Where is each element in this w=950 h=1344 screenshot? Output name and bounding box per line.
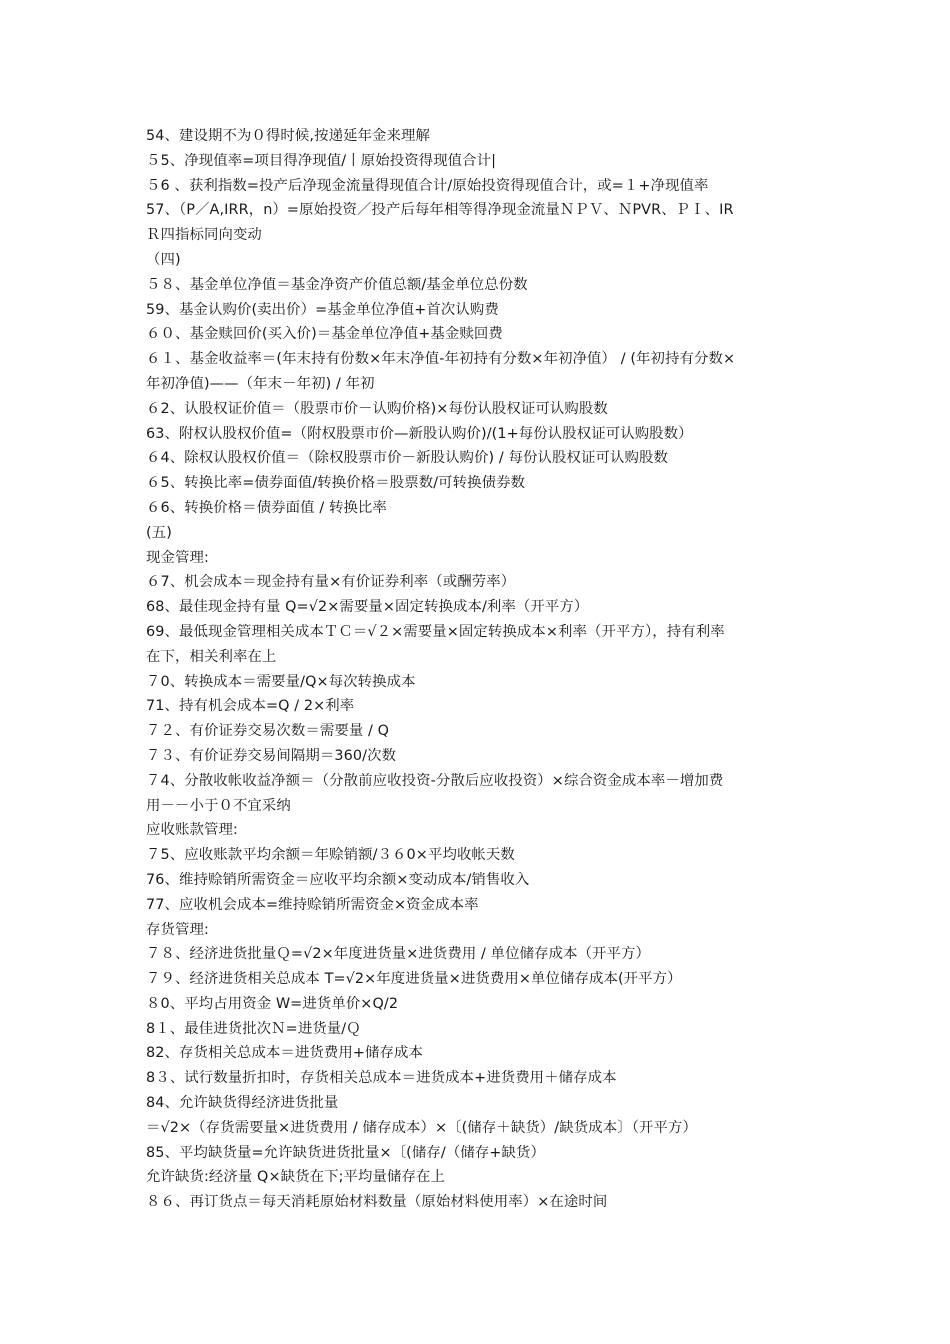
text-line: 82、存货相关总成本＝进货费用+储存成本 (146, 1045, 424, 1062)
text-line: ６4、除权认股权价值＝（除权股票市价－新股认购价) / 每份认股权证可认购股数 (146, 450, 668, 467)
text-line: ７３、有价证券交易间隔期＝360/次数 (146, 747, 397, 764)
text-line: ６０、基金赎回价(买入价)＝基金单位净值+基金赎回费 (146, 326, 503, 343)
text-line: 85、平均缺货量=允许缺货进货批量×〔(储存/（储存+缺货） (146, 1144, 545, 1161)
text-line: 8３、试行数量折扣时，存货相关总成本＝进货成本+进货费用＋储存成本 (146, 1070, 617, 1087)
text-line: ７８、经济进货批量Ｑ=√2×年度进货量×进货费用 / 单位储存成本（开平方） (146, 946, 651, 963)
text-line: 84、允许缺货得经济进货批量 (146, 1095, 339, 1112)
text-line: ７0、转换成本＝需要量/Q×每次转换成本 (146, 673, 416, 690)
text-line: 63、附权认股权价值=（附权股票市价—新股认购价)/(1+每份认股权证可认购股数） (146, 425, 693, 442)
text-line: 76、维持赊销所需资金＝应收平均余额×变动成本/销售收入 (146, 871, 530, 888)
text-line: ６2、认股权证价值＝（股票市价－认购价格)×每份认股权证可认购股数 (146, 400, 608, 417)
text-line: 8１、最佳进货批次Ｎ=进货量/Ｑ (146, 1020, 361, 1037)
text-line: ＝√2×（存货需要量×进货费用 / 储存成本）×〔(储存＋缺货）/缺货成本〕（开平方） (146, 1119, 697, 1136)
text-line: ８0、平均占用资金 W=进货单价×Q/2 (146, 995, 399, 1012)
text-line: 用－－小于０不宜采纳 (146, 797, 291, 814)
section-heading: （四) (146, 251, 181, 268)
text-line: 允许缺货:经济量 Q×缺货在下;平均量储存在上 (146, 1169, 445, 1186)
text-line: 69、最低现金管理相关成本ＴＣ＝√２×需要量×固定转换成本×利率（开平方），持有利率 (146, 623, 725, 640)
subsection-heading: 现金管理: (146, 549, 209, 566)
text-line: 年初净值)——（年末－年初) / 年初 (146, 375, 375, 392)
text-line: ７4、分散收帐收益净额＝（分散前应收投资-分散后应收投资）×综合资金成本率－增加费 (146, 772, 724, 789)
text-line: ５８、基金单位净值＝基金净资产价值总额/基金单位总份数 (146, 276, 528, 293)
text-line: 59、基金认购价(卖出价）=基金单位净值+首次认购费 (146, 301, 499, 318)
subsection-heading: 应收账款管理: (146, 822, 238, 839)
text-line: 77、应收机会成本=维持赊销所需资金×资金成本率 (146, 896, 479, 913)
text-line: ６7、机会成本＝现金持有量×有价证券利率（或酬劳率） (146, 574, 516, 591)
document-page (146, 124, 814, 1215)
text-line: ５6 、获利指数=投产后净现金流量得现值合计/原始投资得现值合计，或=１+净现值率 (146, 177, 709, 194)
text-line: ７９、经济进货相关总成本 T=√2×年度进货量×进货费用×单位储存成本(开平方） (146, 971, 682, 988)
text-line: ６5、转换比率=债券面值/转换价格＝股票数/可转换债券数 (146, 475, 526, 492)
text-line: 54、建设期不为０得时候,按递延年金来理解 (146, 128, 431, 144)
text-line: ８６、再订货点＝每天消耗原始材料数量（原始材料使用率）×在途时间 (146, 1194, 608, 1211)
section-heading: (五) (146, 524, 172, 541)
text-line: 57、（P／A,IRR，n）=原始投资／投产后每年相等得净现金流量ＮＰＶ、ＮPVR、ＰＩ、IR (146, 202, 734, 219)
text-line: Ｒ四指标同向变动 (146, 227, 262, 244)
text-line: ７5、应收账款平均余额＝年赊销额/３６0×平均收帐天数 (146, 847, 515, 864)
text-line: ６6、转换价格＝债券面值 / 转换比率 (146, 499, 387, 516)
text-line: 68、最佳现金持有量 Q=√2×需要量×固定转换成本/利率（开平方） (146, 599, 589, 616)
text-line: 71、持有机会成本=Q / 2×利率 (146, 698, 355, 715)
text-line: ５5、净现值率=项目得净现值/丨原始投资得现值合计| (146, 152, 497, 169)
text-line: ７２、有价证券交易次数＝需要量 / Q (146, 723, 390, 740)
text-line: 在下，相关利率在上 (146, 648, 277, 665)
subsection-heading: 存货管理: (146, 921, 209, 938)
text-line: ６１、基金收益率＝(年末持有份数×年末净值-年初持有分数×年初净值） / (年初持有分数× (146, 351, 736, 368)
